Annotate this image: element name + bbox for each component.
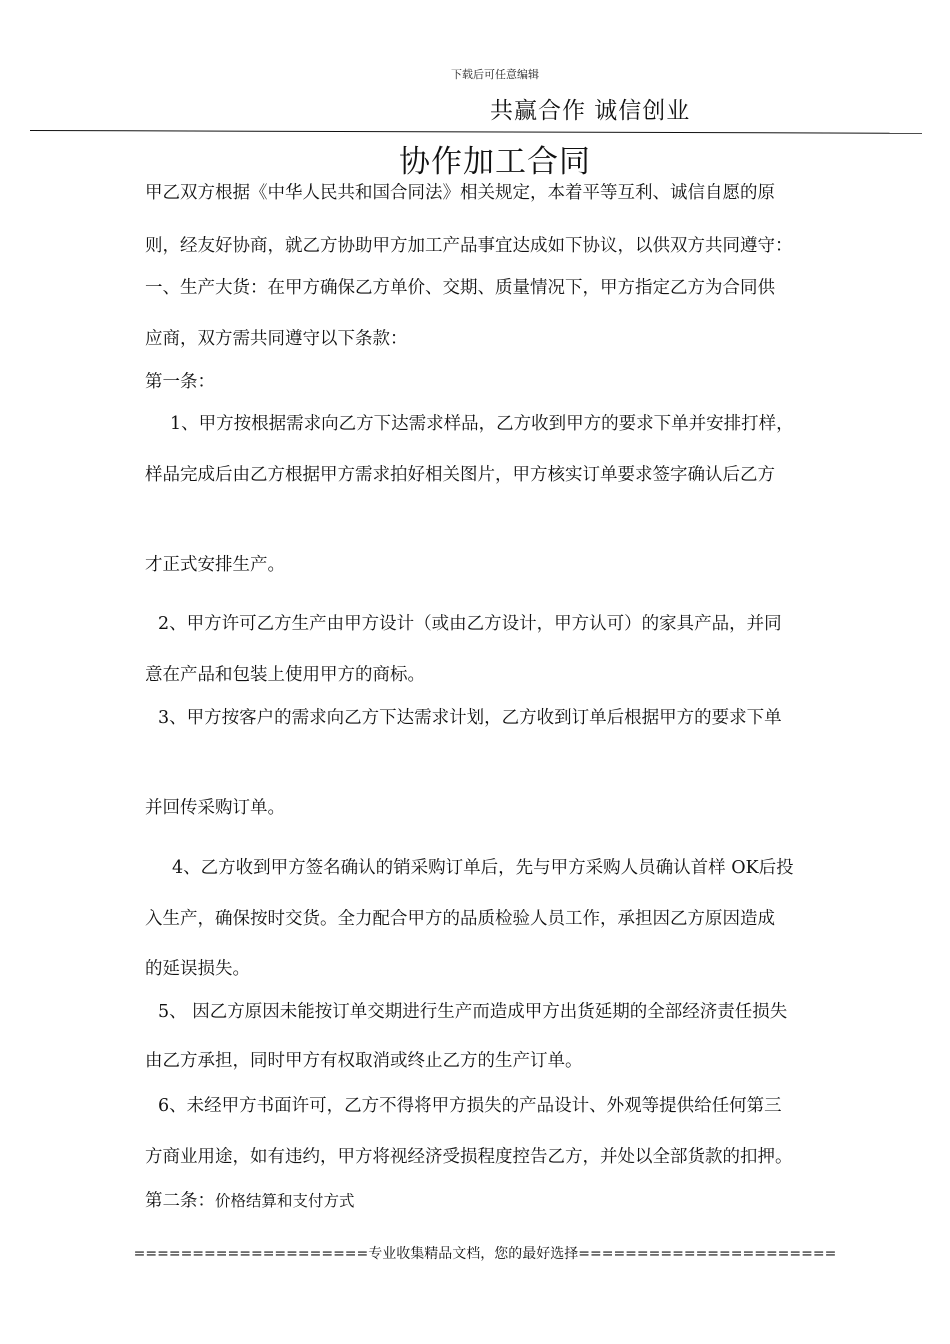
body-line: 1、甲方按根据需求向乙方下达需求样品，乙方收到甲方的要求下单并安排打样，: [170, 414, 794, 434]
body-line: 3、甲方按客户的需求向乙方下达需求计划，乙方收到订单后根据甲方的要求下单: [158, 708, 782, 728]
footer-banner: ====================专业收集精品文档，您的最好选择======================: [133, 1246, 837, 1262]
slogan: 共赢合作 诚信创业: [490, 98, 691, 124]
body-line: 由乙方承担，同时甲方有权取消或终止乙方的生产订单。: [145, 1051, 583, 1071]
body-line: 方商业用途，如有违约，甲方将视经济受损程度控告乙方，并处以全部货款的扣押。: [145, 1147, 793, 1167]
body-line: 6、未经甲方书面许可，乙方不得将甲方损失的产品设计、外观等提供给任何第三: [158, 1096, 782, 1116]
body-line: 并回传采购订单。: [145, 798, 285, 818]
body-line: 样品完成后由乙方根据甲方需求拍好相关图片，甲方核实订单要求签字确认后乙方: [145, 465, 775, 485]
clause-number: 第二条：: [145, 1191, 215, 1211]
body-line: 的延误损失。: [145, 959, 250, 979]
header-divider: [30, 130, 922, 134]
clause-title: 价格结算和支付方式: [215, 1192, 355, 1210]
body-line: 应商，双方需共同遵守以下条款：: [145, 329, 408, 349]
document-title: 协作加工合同: [399, 144, 591, 180]
body-line: 5、 因乙方原因未能按订单交期进行生产而造成甲方出货延期的全部经济责任损失: [158, 1002, 788, 1022]
body-line: 甲乙双方根据《中华人民共和国合同法》相关规定，本着平等互利、诚信自愿的原: [145, 183, 775, 203]
top-note: 下载后可任意编辑: [451, 68, 539, 81]
body-line: 4、乙方收到甲方签名确认的销采购订单后，先与甲方采购人员确认首样 OK后投: [172, 858, 794, 878]
body-line: 2、甲方许可乙方生产由甲方设计（或由乙方设计，甲方认可）的家具产品，并同: [158, 614, 782, 634]
body-line: 才正式安排生产。: [145, 555, 285, 575]
clause-heading: [145, 1189, 355, 1213]
body-line: 意在产品和包装上使用甲方的商标。: [145, 665, 425, 685]
clause-heading: 第一条：: [145, 372, 215, 392]
body-line: 一、生产大货：在甲方确保乙方单价、交期、质量情况下，甲方指定乙方为合同供: [145, 278, 775, 298]
body-line: 入生产，确保按时交货。全力配合甲方的品质检验人员工作，承担因乙方原因造成: [145, 909, 775, 929]
body-line: 则，经友好协商，就乙方协助甲方加工产品事宜达成如下协议，以供双方共同遵守：: [145, 236, 793, 256]
